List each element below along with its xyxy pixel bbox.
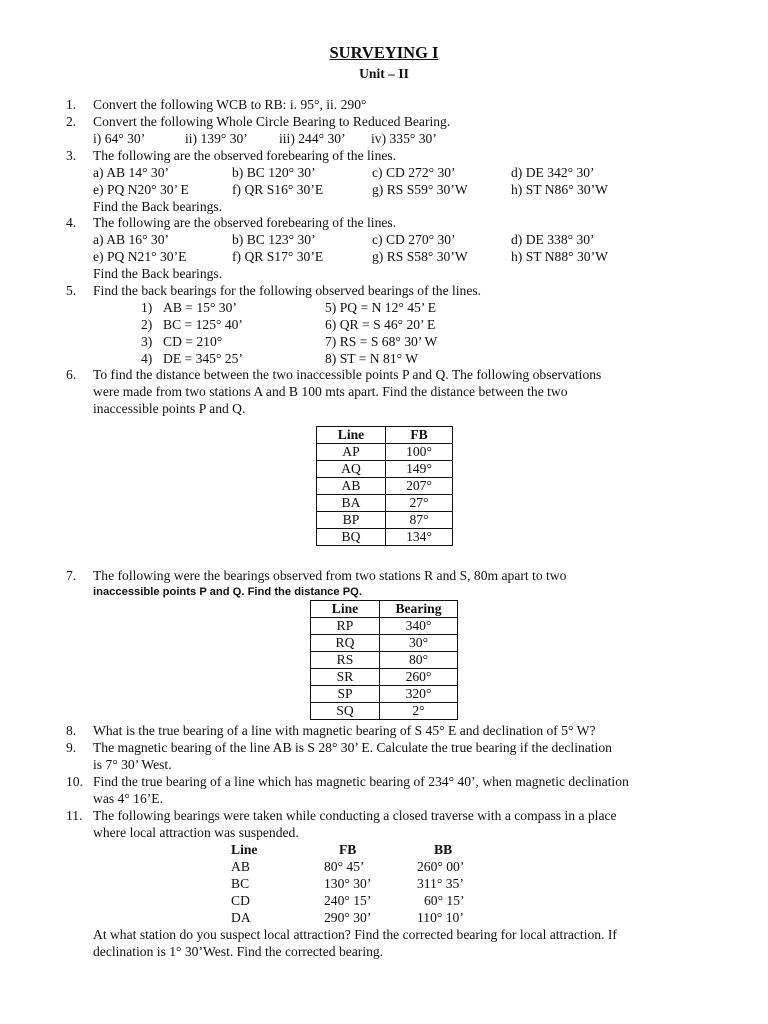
- question-number: 3.: [66, 148, 77, 163]
- traverse-row: [93, 875, 716, 892]
- bearing-item: 7) RS = S 68° 30’ W: [325, 334, 438, 349]
- table-row: [311, 635, 458, 652]
- column-header: Bearing: [380, 601, 458, 618]
- question-number: 4.: [66, 215, 77, 230]
- traverse-row: [93, 858, 716, 875]
- table-cell: RS: [311, 652, 380, 669]
- table-cell: AB: [231, 859, 250, 874]
- question-number: 8.: [66, 723, 77, 738]
- column-header: FB: [386, 427, 453, 444]
- bearing-item: iv) 335° 30’: [371, 131, 437, 146]
- question-text: The following were the bearings observed from two stations R and S, 80m apart to two: [93, 568, 567, 583]
- table-cell: 110° 10’: [417, 910, 464, 925]
- question-number: 11.: [66, 808, 83, 823]
- bearing-item: h) ST N88° 30’W: [511, 249, 608, 264]
- table-cell: 27°: [386, 495, 453, 512]
- question-7: [66, 567, 716, 601]
- table-cell: 30°: [380, 635, 458, 652]
- question-text: was 4° 16’E.: [93, 791, 163, 806]
- table-cell: 340°: [380, 618, 458, 635]
- bearing-item: 6) QR = S 46° 20’ E: [325, 317, 436, 332]
- table-row: [317, 529, 453, 546]
- question-5: [66, 282, 716, 367]
- question-text: Convert the following WCB to RB: i. 95°, ii. 290°: [93, 97, 367, 112]
- table-cell: AP: [317, 444, 386, 461]
- traverse-row: [93, 909, 716, 926]
- table-cell: BA: [317, 495, 386, 512]
- table-cell: BP: [317, 512, 386, 529]
- bearing-item: c) CD 272° 30’: [372, 165, 456, 180]
- question-text: At what station do you suspect local attraction? Find the corrected bearing for local attraction. If: [93, 927, 617, 942]
- document-title: SURVEYING I: [329, 43, 439, 62]
- table-cell: SR: [311, 669, 380, 686]
- table-row: [317, 461, 453, 478]
- question-text: Find the Back bearings.: [93, 266, 223, 281]
- question-text: were made from two stations A and B 100 mts apart. Find the distance between the two: [93, 384, 568, 399]
- bearing-item: e) PQ N20° 30’ E: [93, 182, 189, 197]
- bearing-item: 5) PQ = N 12° 45’ E: [325, 300, 437, 315]
- list-marker: 1): [141, 300, 153, 315]
- question-text: What is the true bearing of a line with magnetic bearing of S 45° E and declination of 5° W?: [93, 723, 596, 738]
- question-text: To find the distance between the two inaccessible points P and Q. The following observations: [93, 367, 602, 382]
- fb-table: [316, 426, 453, 546]
- table-cell: CD: [231, 893, 250, 908]
- table-cell: RQ: [311, 635, 380, 652]
- column-header: FB: [339, 842, 357, 857]
- bearing-item: b) BC 120° 30’: [232, 165, 316, 180]
- column-header: Line: [317, 427, 386, 444]
- column-header: Line: [231, 842, 258, 857]
- table-cell: SQ: [311, 703, 380, 720]
- question-number: 7.: [66, 568, 77, 583]
- table-row: [311, 618, 458, 635]
- table-cell: 149°: [386, 461, 453, 478]
- bearing-item: g) RS S58° 30’W: [372, 249, 468, 264]
- table-cell: 240° 15’: [324, 893, 372, 908]
- question-text: inaccessible points P and Q. Find the distance PQ.: [93, 586, 362, 598]
- table-cell: AB: [317, 478, 386, 495]
- bearing-item: d) DE 342° 30’: [511, 165, 595, 180]
- question-text: where local attraction was suspended.: [93, 825, 299, 840]
- table-cell: 60° 15’: [424, 893, 465, 908]
- bearing-item: d) DE 338° 30’: [511, 232, 595, 247]
- bearing-item: 8) ST = N 81° W: [325, 351, 419, 366]
- column-header: Line: [311, 601, 380, 618]
- question-text: The following are the observed forebearing of the lines.: [93, 148, 397, 163]
- table-row: [317, 444, 453, 461]
- table-cell: 207°: [386, 478, 453, 495]
- table-cell: 311° 35’: [417, 876, 464, 891]
- question-1: [66, 96, 716, 113]
- table-row: [317, 478, 453, 495]
- question-number: 10.: [66, 774, 83, 789]
- table-cell: AQ: [317, 461, 386, 478]
- table-cell: SP: [311, 686, 380, 703]
- table-cell: 130° 30’: [324, 876, 372, 891]
- question-number: 2.: [66, 114, 77, 129]
- question-11: [66, 807, 716, 960]
- table-cell: BQ: [317, 529, 386, 546]
- question-6: [66, 366, 716, 417]
- question-3: [66, 147, 716, 215]
- traverse-row: [93, 892, 716, 909]
- table-cell: RP: [311, 618, 380, 635]
- table-cell: 260°: [380, 669, 458, 686]
- question-text: inaccessible points P and Q.: [93, 401, 246, 416]
- question-text: Find the true bearing of a line which has magnetic bearing of 234° 40’, when magnetic declination: [93, 774, 629, 789]
- bearing-item: CD = 210°: [163, 334, 223, 349]
- table-row: [317, 512, 453, 529]
- question-text: The magnetic bearing of the line AB is S 28° 30’ E. Calculate the true bearing if the declination: [93, 740, 612, 755]
- unit-heading: Unit – II: [359, 66, 409, 81]
- question-text: The following bearings were taken while conducting a closed traverse with a compass in a place: [93, 808, 617, 823]
- list-marker: 3): [141, 334, 153, 349]
- list-marker: 2): [141, 317, 153, 332]
- question-text: Find the back bearings for the following observed bearings of the lines.: [93, 283, 482, 298]
- traverse-header-row: [93, 841, 716, 858]
- table-cell: DA: [231, 910, 251, 925]
- bearing-item: ii) 139° 30’: [185, 131, 248, 146]
- table-cell: 80° 45’: [324, 859, 365, 874]
- bearing-item: AB = 15° 30’: [163, 300, 237, 315]
- question-9: [66, 739, 716, 773]
- table-cell: 320°: [380, 686, 458, 703]
- question-text: Convert the following Whole Circle Bearing to Reduced Bearing.: [93, 114, 451, 129]
- table-row: [311, 652, 458, 669]
- table-row: [311, 686, 458, 703]
- table-cell: 2°: [380, 703, 458, 720]
- column-header: BB: [434, 842, 453, 857]
- question-number: 1.: [66, 97, 77, 112]
- bearing-item: e) PQ N21° 30’E: [93, 249, 187, 264]
- question-text: Find the Back bearings.: [93, 199, 223, 214]
- table-cell: 87°: [386, 512, 453, 529]
- bearing-item: b) BC 123° 30’: [232, 232, 316, 247]
- table-cell: 290° 30’: [324, 910, 372, 925]
- bearing-item: BC = 125° 40’: [163, 317, 243, 332]
- table-row: [311, 703, 458, 720]
- bearing-item: a) AB 16° 30’: [93, 232, 170, 247]
- table-cell: BC: [231, 876, 250, 891]
- table-cell: 260° 00’: [417, 859, 465, 874]
- bearing-item: c) CD 270° 30’: [372, 232, 456, 247]
- bearing-table: [310, 600, 458, 720]
- list-marker: 4): [141, 351, 153, 366]
- bearing-item: f) QR S16° 30’E: [232, 182, 324, 197]
- table-cell: 80°: [380, 652, 458, 669]
- question-number: 5.: [66, 283, 77, 298]
- question-2: [66, 113, 716, 147]
- table-header-row: [317, 427, 453, 444]
- bearing-item: h) ST N86° 30’W: [511, 182, 608, 197]
- question-text: The following are the observed forebearing of the lines.: [93, 215, 397, 230]
- bearing-item: DE = 345° 25’: [163, 351, 243, 366]
- bearing-item: i) 64° 30’: [93, 131, 146, 146]
- bearing-item: f) QR S17° 30’E: [232, 249, 324, 264]
- table-row: [311, 669, 458, 686]
- bearing-item: iii) 244° 30’: [279, 131, 346, 146]
- question-10: [66, 773, 716, 807]
- table-row: [317, 495, 453, 512]
- question-4: [66, 214, 716, 282]
- bearing-item: a) AB 14° 30’: [93, 165, 170, 180]
- bearing-item: g) RS S59° 30’W: [372, 182, 468, 197]
- question-number: 6.: [66, 367, 77, 382]
- table-header-row: [311, 601, 458, 618]
- question-8: [66, 722, 716, 739]
- question-text: declination is 1° 30’West. Find the corrected bearing.: [93, 944, 384, 959]
- table-cell: 134°: [386, 529, 453, 546]
- question-text: is 7° 30’ West.: [93, 757, 172, 772]
- question-number: 9.: [66, 740, 77, 755]
- table-cell: 100°: [386, 444, 453, 461]
